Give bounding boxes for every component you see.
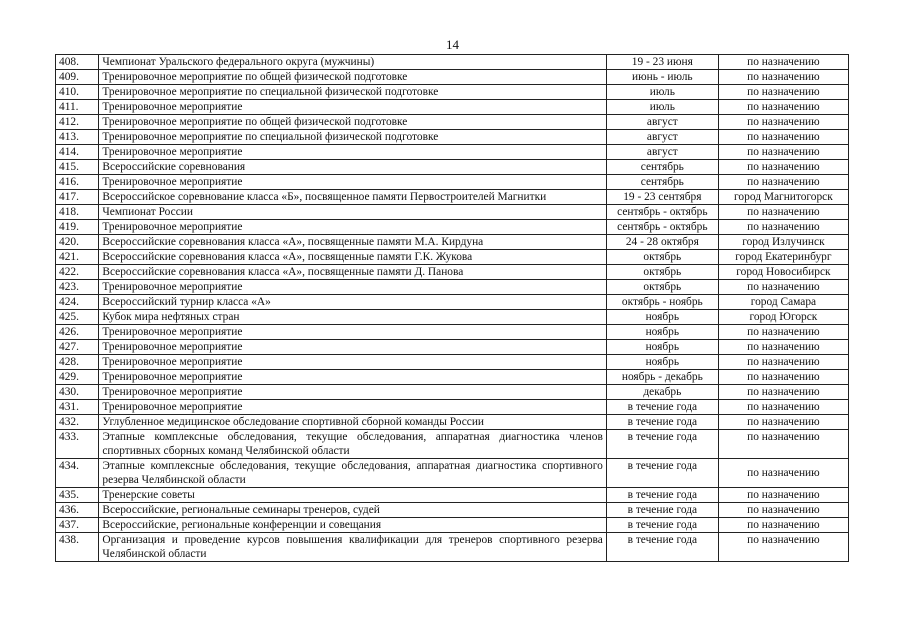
table-row (56, 55, 849, 70)
row-number: 429. (56, 370, 99, 385)
event-name: Тренировочное мероприятие (99, 175, 606, 190)
event-name: Тренировочное мероприятие (99, 340, 606, 355)
event-name: Этапные комплексные обследования, текущие обследования, аппаратная диагностика спортивного резерва Челябинской области (99, 459, 606, 488)
event-date: ноябрь (606, 340, 718, 355)
table-row (56, 355, 849, 370)
event-place: по назначению (718, 85, 848, 100)
table-row (56, 488, 849, 503)
row-number: 436. (56, 503, 99, 518)
event-place: по назначению (718, 100, 848, 115)
row-number: 428. (56, 355, 99, 370)
table-row (56, 533, 849, 562)
table-row (56, 190, 849, 205)
event-date: октябрь (606, 265, 718, 280)
event-place: по назначению (718, 518, 848, 533)
event-place: по назначению (718, 55, 848, 70)
event-name: Тренировочное мероприятие (99, 220, 606, 235)
event-name: Всероссийские соревнования класса «А», посвященные памяти М.А. Кирдуна (99, 235, 606, 250)
event-place: по назначению (718, 130, 848, 145)
event-date: август (606, 145, 718, 160)
event-name: Углубленное медицинское обследование спортивной сборной команды России (99, 415, 606, 430)
event-date: ноябрь (606, 355, 718, 370)
event-date: в течение года (606, 415, 718, 430)
event-place: по назначению (718, 533, 848, 562)
event-date: в течение года (606, 400, 718, 415)
row-number: 426. (56, 325, 99, 340)
event-date: сентябрь (606, 175, 718, 190)
event-name: Тренировочное мероприятие (99, 385, 606, 400)
event-name: Тренерские советы (99, 488, 606, 503)
row-number: 430. (56, 385, 99, 400)
event-name: Тренировочное мероприятие по специальной физической подготовке (99, 85, 606, 100)
row-number: 418. (56, 205, 99, 220)
row-number: 419. (56, 220, 99, 235)
event-name: Кубок мира нефтяных стран (99, 310, 606, 325)
event-place: по назначению (718, 503, 848, 518)
event-date: ноябрь (606, 325, 718, 340)
row-number: 412. (56, 115, 99, 130)
event-date: октябрь - ноябрь (606, 295, 718, 310)
table-row (56, 235, 849, 250)
event-place: по назначению (718, 488, 848, 503)
event-place: по назначению (718, 400, 848, 415)
table-row (56, 325, 849, 340)
event-date: сентябрь - октябрь (606, 220, 718, 235)
event-name: Всероссийские, региональные семинары тренеров, судей (99, 503, 606, 518)
row-number: 431. (56, 400, 99, 415)
event-date: в течение года (606, 503, 718, 518)
event-date: сентябрь (606, 160, 718, 175)
events-table-body (56, 55, 849, 562)
event-place: по назначению (718, 160, 848, 175)
row-number: 435. (56, 488, 99, 503)
row-number: 410. (56, 85, 99, 100)
row-number: 433. (56, 430, 99, 459)
event-name: Чемпионат России (99, 205, 606, 220)
event-name: Тренировочное мероприятие (99, 100, 606, 115)
table-row (56, 459, 849, 488)
event-name: Тренировочное мероприятие (99, 145, 606, 160)
event-place: по назначению (718, 70, 848, 85)
event-date: сентябрь - октябрь (606, 205, 718, 220)
events-table (55, 54, 849, 562)
row-number: 422. (56, 265, 99, 280)
row-number: 417. (56, 190, 99, 205)
table-row (56, 370, 849, 385)
event-date: июнь - июль (606, 70, 718, 85)
table-row (56, 518, 849, 533)
event-date: август (606, 130, 718, 145)
event-name: Тренировочное мероприятие (99, 325, 606, 340)
event-name: Тренировочное мероприятие по общей физической подготовке (99, 70, 606, 85)
table-row (56, 265, 849, 280)
table-row (56, 205, 849, 220)
event-date: в течение года (606, 430, 718, 459)
event-name: Всероссийский турнир класса «А» (99, 295, 606, 310)
event-place: по назначению (718, 415, 848, 430)
row-number: 413. (56, 130, 99, 145)
table-row (56, 130, 849, 145)
table-row (56, 385, 849, 400)
event-place: по назначению (718, 385, 848, 400)
event-date: июль (606, 100, 718, 115)
row-number: 438. (56, 533, 99, 562)
event-name: Организация и проведение курсов повышения квалификации для тренеров спортивного резерва Челябинской области (99, 533, 606, 562)
event-date: в течение года (606, 533, 718, 562)
table-row (56, 250, 849, 265)
event-name: Чемпионат Уральского федерального округа (мужчины) (99, 55, 606, 70)
event-date: ноябрь (606, 310, 718, 325)
row-number: 425. (56, 310, 99, 325)
row-number: 414. (56, 145, 99, 160)
event-place: по назначению (718, 459, 848, 488)
table-row (56, 503, 849, 518)
event-place: по назначению (718, 370, 848, 385)
table-row (56, 400, 849, 415)
row-number: 408. (56, 55, 99, 70)
table-row (56, 415, 849, 430)
event-date: август (606, 115, 718, 130)
row-number: 434. (56, 459, 99, 488)
row-number: 427. (56, 340, 99, 355)
row-number: 416. (56, 175, 99, 190)
event-name: Тренировочное мероприятие (99, 370, 606, 385)
event-date: в течение года (606, 488, 718, 503)
event-name: Тренировочное мероприятие (99, 355, 606, 370)
event-place: по назначению (718, 355, 848, 370)
table-row (56, 115, 849, 130)
event-date: ноябрь - декабрь (606, 370, 718, 385)
event-name: Тренировочное мероприятие (99, 400, 606, 415)
event-place: город Новосибирск (718, 265, 848, 280)
event-place: город Излучинск (718, 235, 848, 250)
table-row (56, 100, 849, 115)
table-row (56, 70, 849, 85)
row-number: 420. (56, 235, 99, 250)
event-place: по назначению (718, 115, 848, 130)
event-date: 19 - 23 июня (606, 55, 718, 70)
event-date: октябрь (606, 280, 718, 295)
table-row (56, 85, 849, 100)
event-name: Всероссийские соревнования класса «А», посвященные памяти Д. Панова (99, 265, 606, 280)
table-row (56, 145, 849, 160)
page-number: 14 (446, 37, 459, 52)
table-row (56, 295, 849, 310)
row-number: 437. (56, 518, 99, 533)
table-row (56, 160, 849, 175)
event-place: по назначению (718, 205, 848, 220)
event-date: 24 - 28 октября (606, 235, 718, 250)
event-place: город Екатеринбург (718, 250, 848, 265)
event-place: город Самара (718, 295, 848, 310)
row-number: 415. (56, 160, 99, 175)
row-number: 411. (56, 100, 99, 115)
event-place: по назначению (718, 340, 848, 355)
table-row (56, 175, 849, 190)
row-number: 424. (56, 295, 99, 310)
event-date: в течение года (606, 518, 718, 533)
event-name: Всероссийские, региональные конференции и совещания (99, 518, 606, 533)
event-name: Тренировочное мероприятие (99, 280, 606, 295)
event-name: Этапные комплексные обследования, текущие обследования, аппаратная диагностика членов спортивных сборных команд Челябинской области (99, 430, 606, 459)
row-number: 409. (56, 70, 99, 85)
event-place: по назначению (718, 430, 848, 459)
event-place: по назначению (718, 145, 848, 160)
table-row (56, 280, 849, 295)
row-number: 432. (56, 415, 99, 430)
event-date: июль (606, 85, 718, 100)
event-date: в течение года (606, 459, 718, 488)
event-name: Всероссийское соревнование класса «Б», посвященное памяти Первостроителей Магнитки (99, 190, 606, 205)
event-name: Тренировочное мероприятие по специальной физической подготовке (99, 130, 606, 145)
row-number: 423. (56, 280, 99, 295)
event-place: город Магнитогорск (718, 190, 848, 205)
event-name: Тренировочное мероприятие по общей физической подготовке (99, 115, 606, 130)
event-name: Всероссийские соревнования класса «А», посвященные памяти Г.К. Жукова (99, 250, 606, 265)
event-date: октябрь (606, 250, 718, 265)
event-place: по назначению (718, 220, 848, 235)
table-row (56, 220, 849, 235)
event-date: декабрь (606, 385, 718, 400)
table-row (56, 310, 849, 325)
event-place: по назначению (718, 280, 848, 295)
event-place: по назначению (718, 325, 848, 340)
row-number: 421. (56, 250, 99, 265)
event-place: город Югорск (718, 310, 848, 325)
event-date: 19 - 23 сентября (606, 190, 718, 205)
table-row (56, 340, 849, 355)
event-name: Всероссийские соревнования (99, 160, 606, 175)
event-place: по назначению (718, 175, 848, 190)
table-row (56, 430, 849, 459)
